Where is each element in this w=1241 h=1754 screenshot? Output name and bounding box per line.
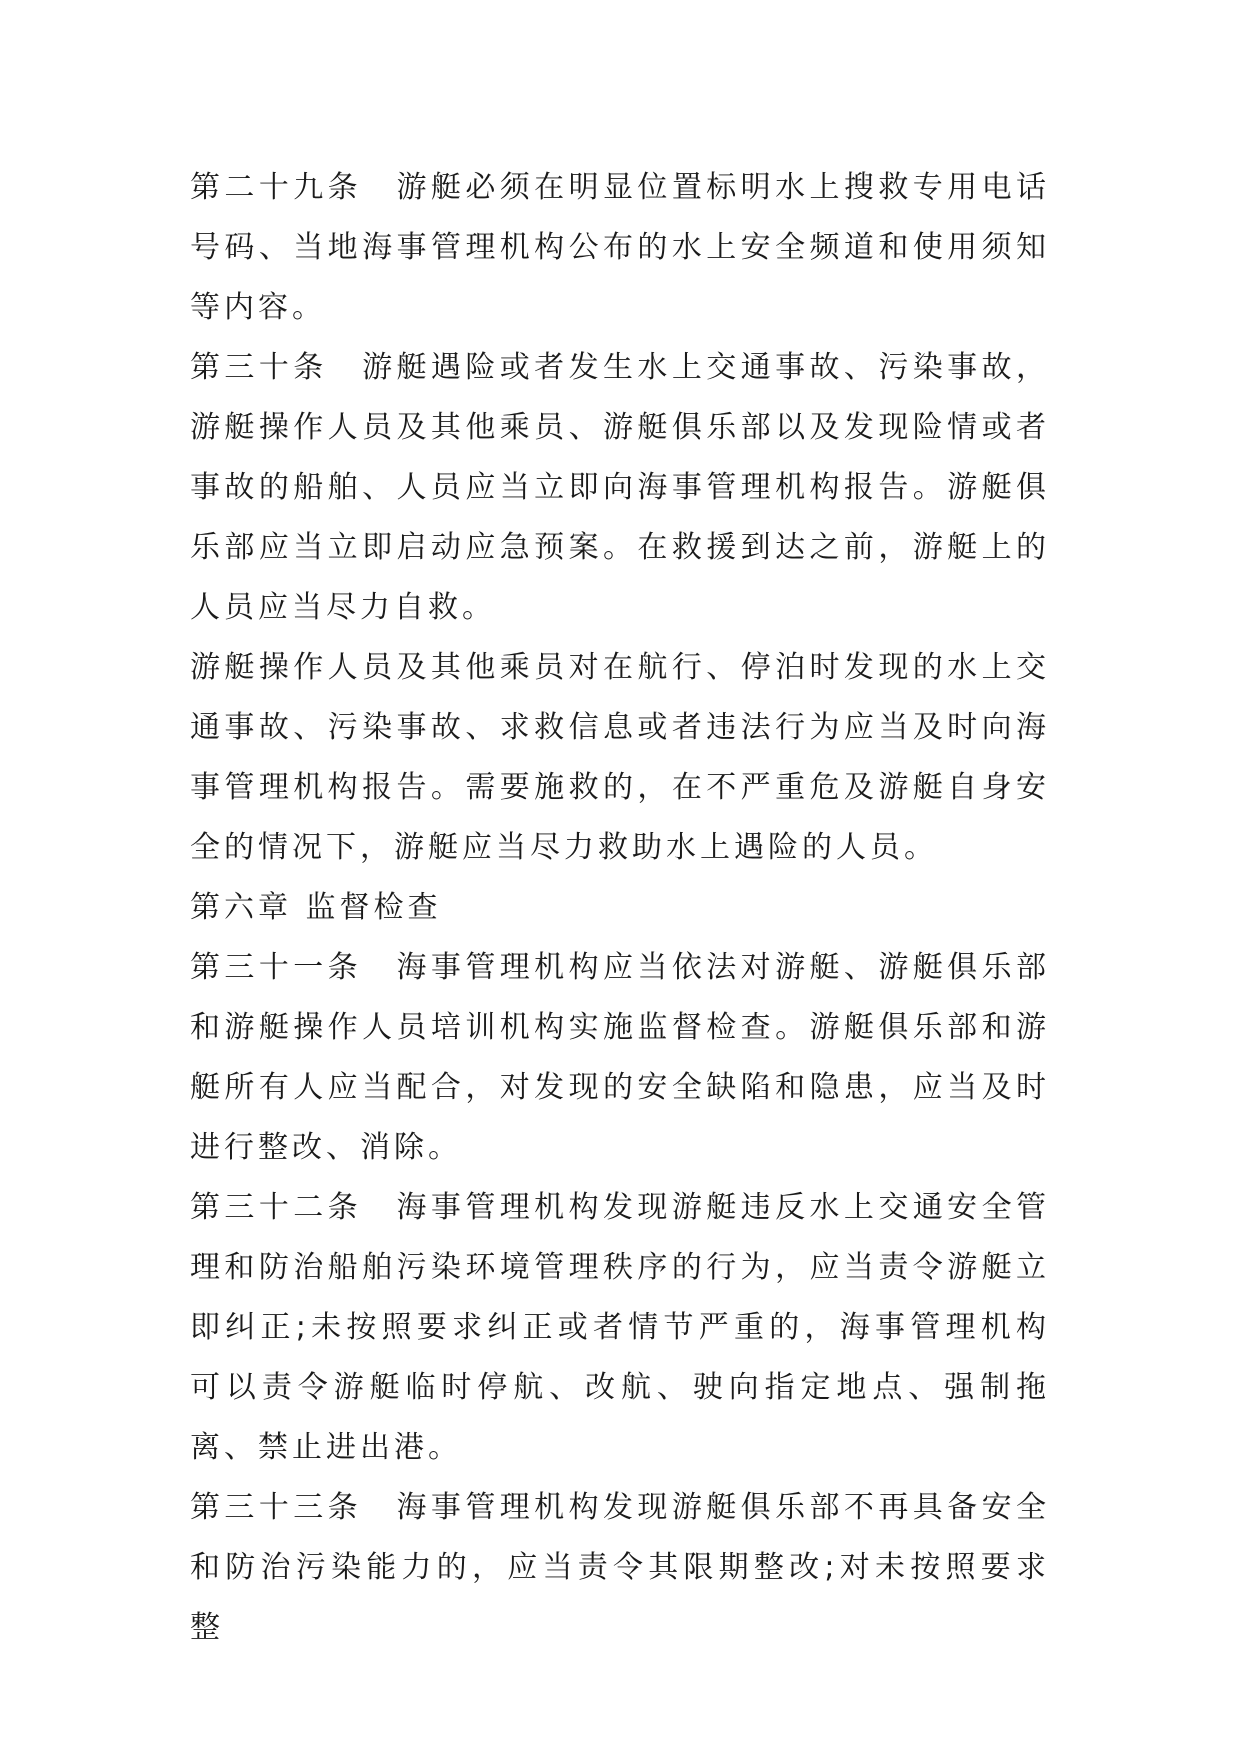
chapter-title: 监督检查 [305,890,442,925]
article-separator [362,1190,396,1225]
article-text: 游艇必须在明显位置标明水上搜救专用电话号码、当地海事管理机构公布的水上安全频道和使用须知等内容。 [190,170,1051,325]
chapter-number: 第六章 [190,890,292,925]
article-heading: 第三十三条 [190,1490,363,1525]
article-heading: 第二十九条 [190,170,363,205]
article-29-paragraph [190,158,1050,338]
chapter-separator [292,890,306,925]
article-33-paragraph [190,1478,1050,1658]
article-heading: 第三十一条 [190,950,363,985]
article-heading: 第三十条 [190,350,328,385]
article-separator [362,1490,396,1525]
article-text: 海事管理机构发现游艇违反水上交通安全管理和防治船舶污染环境管理秩序的行为，应当责令游艇立即纠正;未按照要求纠正或者情节严重的，海事管理机构可以责令游艇临时停航、改航、驶向指定地点、强制拖离、禁止进出港。 [190,1190,1051,1465]
article-text: 游艇遇险或者发生水上交通事故、污染事故，游艇操作人员及其他乘员、游艇俱乐部以及发现险情或者事故的船舶、人员应当立即向海事管理机构报告。游艇俱乐部应当立即启动应急预案。在救援到达之前，游艇上的人员应当尽力自救。 [190,350,1051,625]
article-separator [328,350,362,385]
article-30-paragraph [190,338,1050,638]
article-31-paragraph [190,938,1050,1178]
article-30-paragraph-2 [190,638,1050,878]
chapter-6-heading [190,878,1050,938]
article-separator [362,950,396,985]
document-page [190,158,1050,1658]
article-heading: 第三十二条 [190,1190,363,1225]
article-text: 游艇操作人员及其他乘员对在航行、停泊时发现的水上交通事故、污染事故、求救信息或者违法行为应当及时向海事管理机构报告。需要施救的，在不严重危及游艇自身安全的情况下，游艇应当尽力救助水上遇险的人员。 [190,650,1050,865]
article-separator [362,170,396,205]
article-text: 海事管理机构发现游艇俱乐部不再具备安全和防治污染能力的，应当责令其限期整改;对未按照要求整 [190,1490,1051,1645]
article-32-paragraph [190,1178,1050,1478]
article-text: 海事管理机构应当依法对游艇、游艇俱乐部和游艇操作人员培训机构实施监督检查。游艇俱乐部和游艇所有人应当配合，对发现的安全缺陷和隐患，应当及时进行整改、消除。 [190,950,1051,1165]
